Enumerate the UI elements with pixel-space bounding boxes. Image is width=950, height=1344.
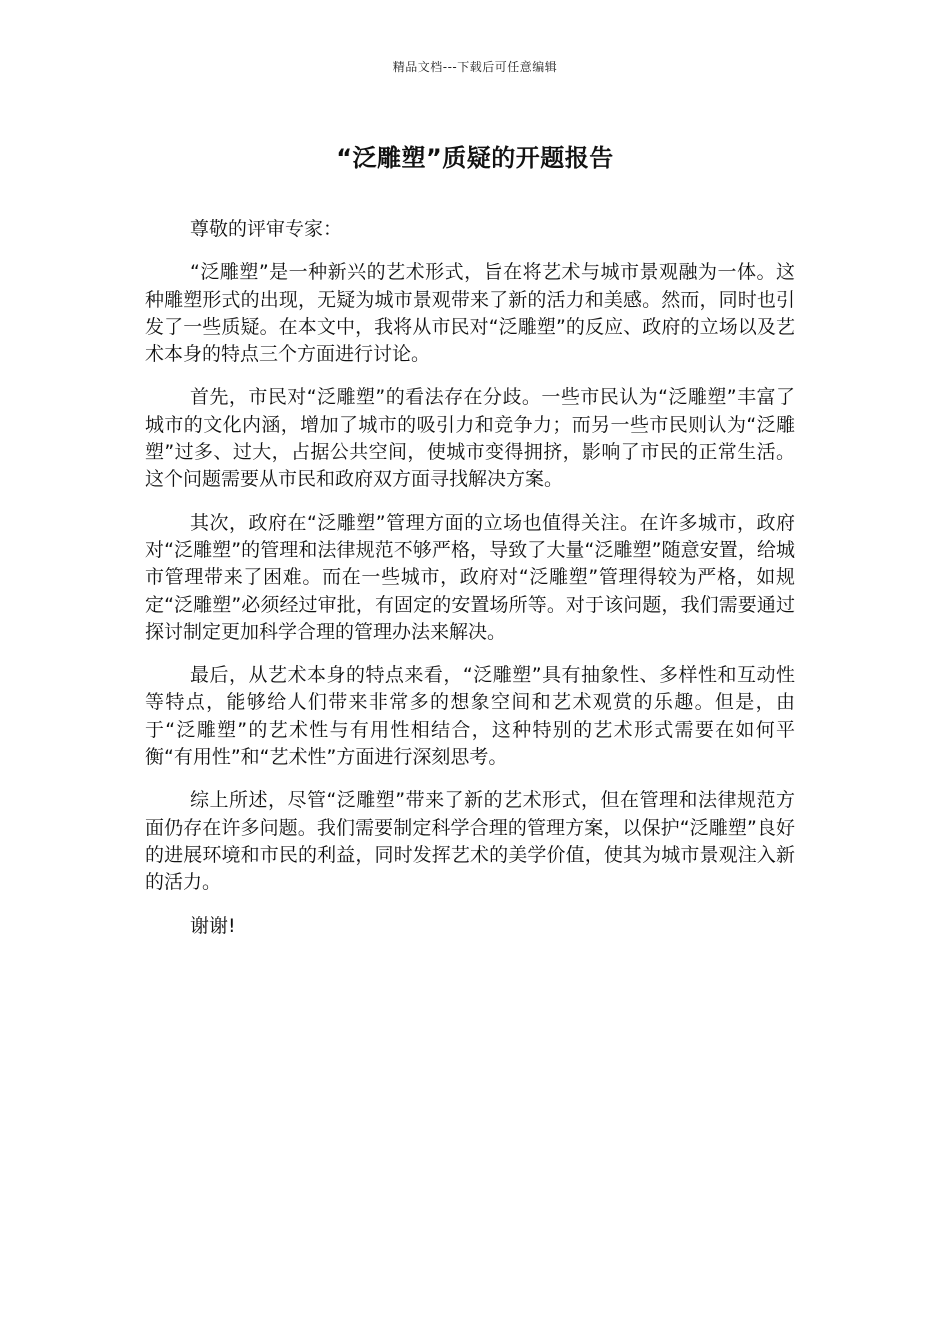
document-title: “泛雕塑”质疑的开题报告 — [336, 144, 614, 172]
paragraph-intro: “泛雕塑”是一种新兴的艺术形式，旨在将艺术与城市景观融为一体。这种雕塑形式的出现，无疑为城市景观带来了新的活力和美感。然而，同时也引发了一些质疑。在本文中，我将从市民对“泛雕塑”的反应、政府的立场以及艺术本身的特点三个方面进行讨论。 — [145, 261, 795, 366]
document-body — [145, 216, 795, 940]
paragraph-government: 其次，政府在“泛雕塑”管理方面的立场也值得关注。在许多城市，政府对“泛雕塑”的管理和法律规范不够严格，导致了大量“泛雕塑”随意安置，给城市管理带来了困难。而在一些城市，政府对“泛雕塑”管理得较为严格，如规定“泛雕塑”必须经过审批，有固定的安置场所等。对于该问题，我们需要通过探讨制定更加科学合理的管理办法来解决。 — [145, 511, 795, 643]
header-note: 精品文档---下载后可任意编辑 — [392, 60, 558, 74]
paragraph-art: 最后，从艺术本身的特点来看，“泛雕塑”具有抽象性、多样性和互动性等特点，能够给人们带来非常多的想象空间和艺术观赏的乐趣。但是，由于“泛雕塑”的艺术性与有用性相结合，这种特别的艺术形式需要在如何平衡“有用性”和“艺术性”方面进行深刻思考。 — [145, 664, 795, 769]
paragraph-citizens: 首先，市民对“泛雕塑”的看法存在分歧。一些市民认为“泛雕塑”丰富了城市的文化内涵，增加了城市的吸引力和竞争力；而另一些市民则认为“泛雕塑”过多、过大，占据公共空间，使城市变得拥挤，影响了市民的正常生活。这个问题需要从市民和政府双方面寻找解决方案。 — [145, 386, 795, 491]
closing: 谢谢! — [190, 914, 236, 937]
paragraph-conclusion: 综上所述，尽管“泛雕塑”带来了新的艺术形式，但在管理和法律规范方面仍存在许多问题。我们需要制定科学合理的管理方案，以保护“泛雕塑”良好的进展环境和市民的利益，同时发挥艺术的美学价值，使其为城市景观注入新的活力。 — [145, 789, 795, 894]
salutation: 尊敬的评审专家： — [190, 218, 343, 240]
